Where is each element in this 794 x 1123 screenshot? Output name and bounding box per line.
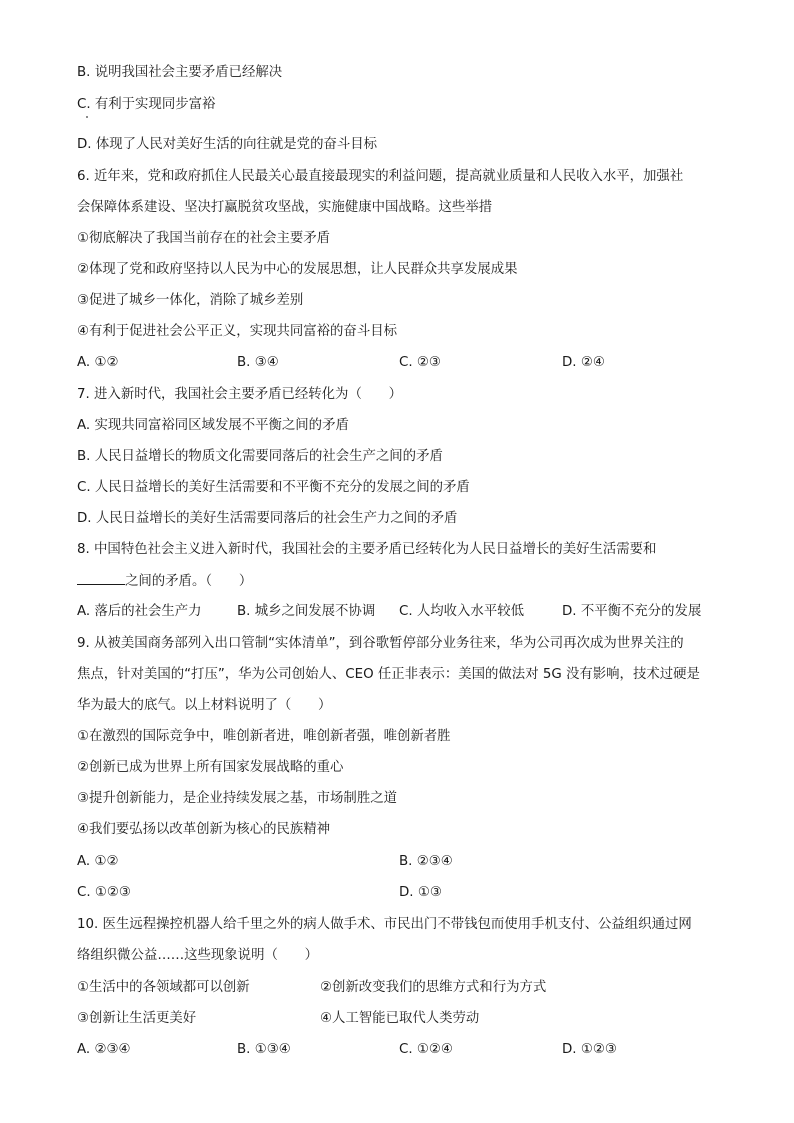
q5-option-c: C. 有利于实现同步富裕 <box>77 97 216 112</box>
q6-statement-1: ①彻底解决了我国当前存在的社会主要矛盾 <box>77 231 331 246</box>
q10-statement-2: ②创新改变我们的思维方式和行为方式 <box>320 980 547 995</box>
q10-option-d: D. ①②③ <box>562 1042 617 1057</box>
q8-option-a: A. 落后的社会生产力 <box>77 604 202 619</box>
q6-option-d: D. ②④ <box>562 355 605 370</box>
answer-blank <box>77 572 125 585</box>
q9-statement-4: ④我们要弘扬以改革创新为核心的民族精神 <box>77 822 331 837</box>
q7-option-b: B. 人民日益增长的物质文化需要同落后的社会生产之间的矛盾 <box>77 449 443 464</box>
q8-stem-line2 <box>77 572 252 591</box>
q6-statement-2: ②体现了党和政府坚持以人民为中心的发展思想，让人民群众共享发展成果 <box>77 262 518 277</box>
q6-stem-line1: 6. 近年来，党和政府抓住人民最关心最直接最现实的利益问题，提高就业质量和人民收入水平，加强社 <box>77 169 684 184</box>
q6-statement-4: ④有利于促进社会公平正义，实现共同富裕的奋斗目标 <box>77 324 397 339</box>
q6-option-b: B. ③④ <box>237 355 279 370</box>
q10-option-a: A. ②③④ <box>77 1042 131 1057</box>
q9-statement-1: ①在激烈的国际竞争中，唯创新者进，唯创新者强，唯创新者胜 <box>77 729 451 744</box>
q9-stem-line3: 华为最大的底气。以上材料说明了（ ） <box>77 698 332 713</box>
q6-stem-line2: 会保障体系建设、坚决打赢脱贫攻坚战，实施健康中国战略。这些举措 <box>77 200 493 215</box>
q9-statement-2: ②创新已成为世界上所有国家发展战略的重心 <box>77 760 344 775</box>
q6-option-c: C. ②③ <box>399 355 441 370</box>
q8-option-c: C. 人均收入水平较低 <box>399 604 524 619</box>
q7-option-c: C. 人民日益增长的美好生活需要和不平衡不充分的发展之间的矛盾 <box>77 480 470 495</box>
q10-option-b: B. ①③④ <box>237 1042 291 1057</box>
q8-option-d: D. 不平衡不充分的发展 <box>562 604 702 619</box>
q10-stem-line2: 络组织微公益……这些现象说明（ ） <box>77 948 319 963</box>
q6-statement-3: ③促进了城乡一体化，消除了城乡差别 <box>77 293 304 308</box>
q9-stem-line2: 焦点，针对美国的“打压”，华为公司创始人、CEO 任正非表示：美国的做法对 5G 没有影响，技术过硬是 <box>77 667 700 682</box>
q9-statement-3: ③提升创新能力，是企业持续发展之基，市场制胜之道 <box>77 791 397 806</box>
q9-option-d: D. ①③ <box>399 885 442 900</box>
q10-statement-3: ③创新让生活更美好 <box>77 1011 197 1026</box>
q10-statement-1: ①生活中的各领域都可以创新 <box>77 980 250 995</box>
q9-option-c: C. ①②③ <box>77 885 131 900</box>
q7-option-d: D. 人民日益增长的美好生活需要同落后的社会生产力之间的矛盾 <box>77 511 458 526</box>
q9-stem-line1: 9. 从被美国商务部列入出口管制“实体清单”，到谷歌暂停部分业务往来，华为公司再次成为世界关注的 <box>77 636 684 651</box>
q10-stem-line1: 10. 医生远程操控机器人给千里之外的病人做手术、市民出门不带钱包而使用手机支付、公益组织通过网 <box>77 917 692 932</box>
q9-option-b: B. ②③④ <box>399 854 453 869</box>
q7-option-a: A. 实现共同富裕同区域发展不平衡之间的矛盾 <box>77 418 349 433</box>
q5-option-b: B. 说明我国社会主要矛盾已经解决 <box>77 65 283 80</box>
q9-option-a: A. ①② <box>77 854 119 869</box>
q5-option-d: D. 体现了人民对美好生活的向往就是党的奋斗目标 <box>77 137 378 152</box>
q7-stem: 7. 进入新时代，我国社会主要矛盾已经转化为（ ） <box>77 387 403 402</box>
q8-option-b: B. 城乡之间发展不协调 <box>237 604 376 619</box>
q8-stem-line2-text: 之间的矛盾。（ ） <box>125 574 253 589</box>
stray-dot <box>86 116 88 118</box>
q10-statement-4: ④人工智能已取代人类劳动 <box>320 1011 480 1026</box>
q8-stem-line1: 8. 中国特色社会主义进入新时代，我国社会的主要矛盾已经转化为人民日益增长的美好生活需要和 <box>77 542 657 557</box>
q6-option-a: A. ①② <box>77 355 119 370</box>
q10-option-c: C. ①②④ <box>399 1042 453 1057</box>
